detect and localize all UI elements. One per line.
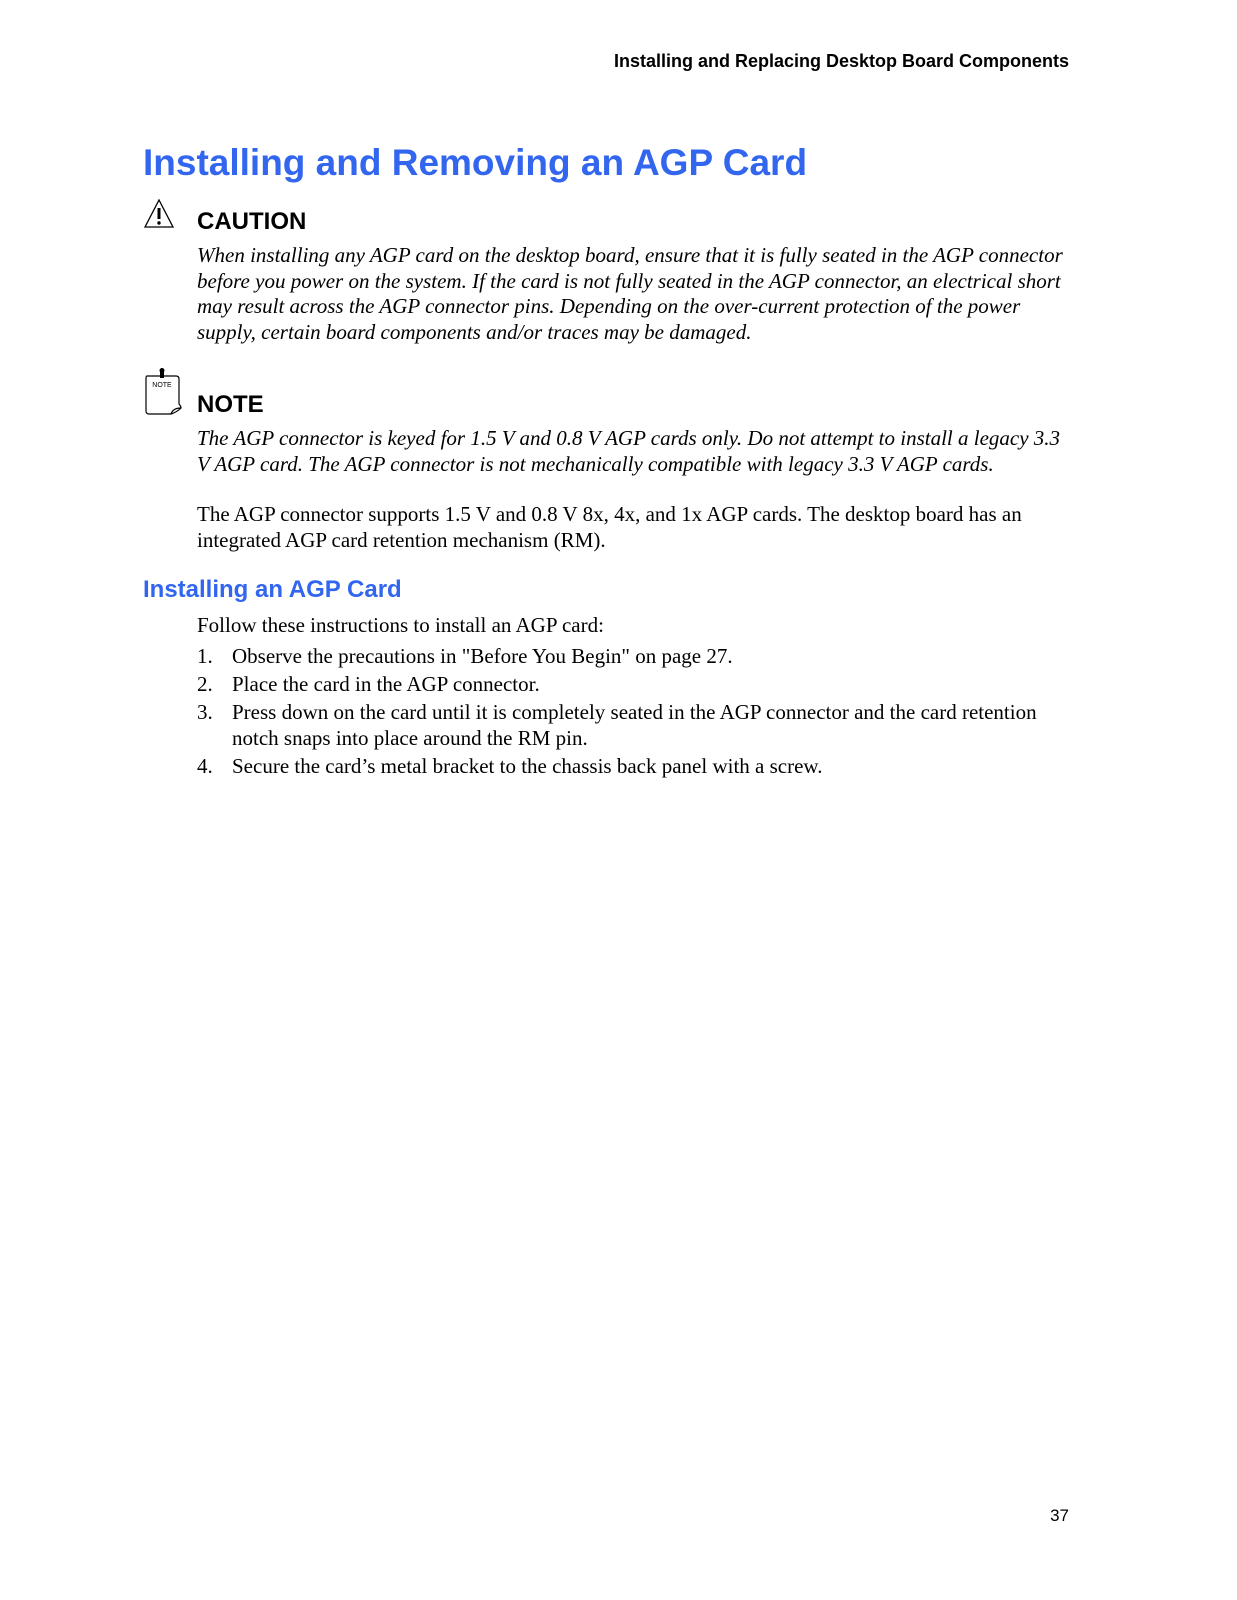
caution-text: When installing any AGP card on the desktop board, ensure that it is fully seated in the AGP connector before you power on the system. If the card is not fully seated in the AGP connector, an electrical short may result across the AGP connector pins. Depending on the over-current protection of the power supply, certain board components and/or traces may be damaged. — [197, 243, 1063, 344]
running-header: Installing and Replacing Desktop Board Components — [613, 51, 1069, 71]
note-title: NOTE — [197, 391, 264, 418]
step-text: Place the card in the AGP connector. — [232, 672, 540, 697]
step-text: Press down on the card until it is completely seated in the AGP connector and the card retention notch snaps into place around the RM pin. — [232, 700, 1037, 750]
section-title: Installing an AGP Card — [143, 576, 402, 603]
step-number: 3. — [197, 700, 213, 725]
step-text: Secure the card’s metal bracket to the chassis back panel with a screw. — [232, 754, 823, 779]
list-item — [197, 754, 1077, 780]
note-text: The AGP connector is keyed for 1.5 V and 0.8 V AGP cards only. Do not attempt to install a legacy 3.3 V AGP card. The AGP connector is not mechanically compatible with legacy 3.3 V AGP cards. — [197, 426, 1061, 476]
caution-title: CAUTION — [197, 208, 307, 235]
step-text: Observe the precautions in "Before You Begin" on page 27. — [232, 644, 733, 668]
step-number: 2. — [197, 672, 213, 697]
list-item — [197, 700, 1077, 751]
step-number: 1. — [197, 644, 213, 668]
list-item — [197, 672, 1077, 698]
page-title: Installing and Removing an AGP Card — [143, 142, 808, 183]
page-number: 37 — [1050, 1506, 1069, 1525]
step-number: 4. — [197, 754, 213, 779]
section-intro: Follow these instructions to install an AGP card: — [197, 613, 604, 637]
steps-list — [197, 644, 1077, 782]
list-item — [197, 644, 1077, 670]
note-pad-icon — [143, 368, 185, 418]
body-paragraph: The AGP connector supports 1.5 V and 0.8 V 8x, 4x, and 1x AGP cards. The desktop board has an integrated AGP card retention mechanism (RM). — [197, 502, 1022, 552]
note-icon-label: NOTE — [152, 382, 172, 389]
caution-triangle-icon — [143, 198, 175, 230]
